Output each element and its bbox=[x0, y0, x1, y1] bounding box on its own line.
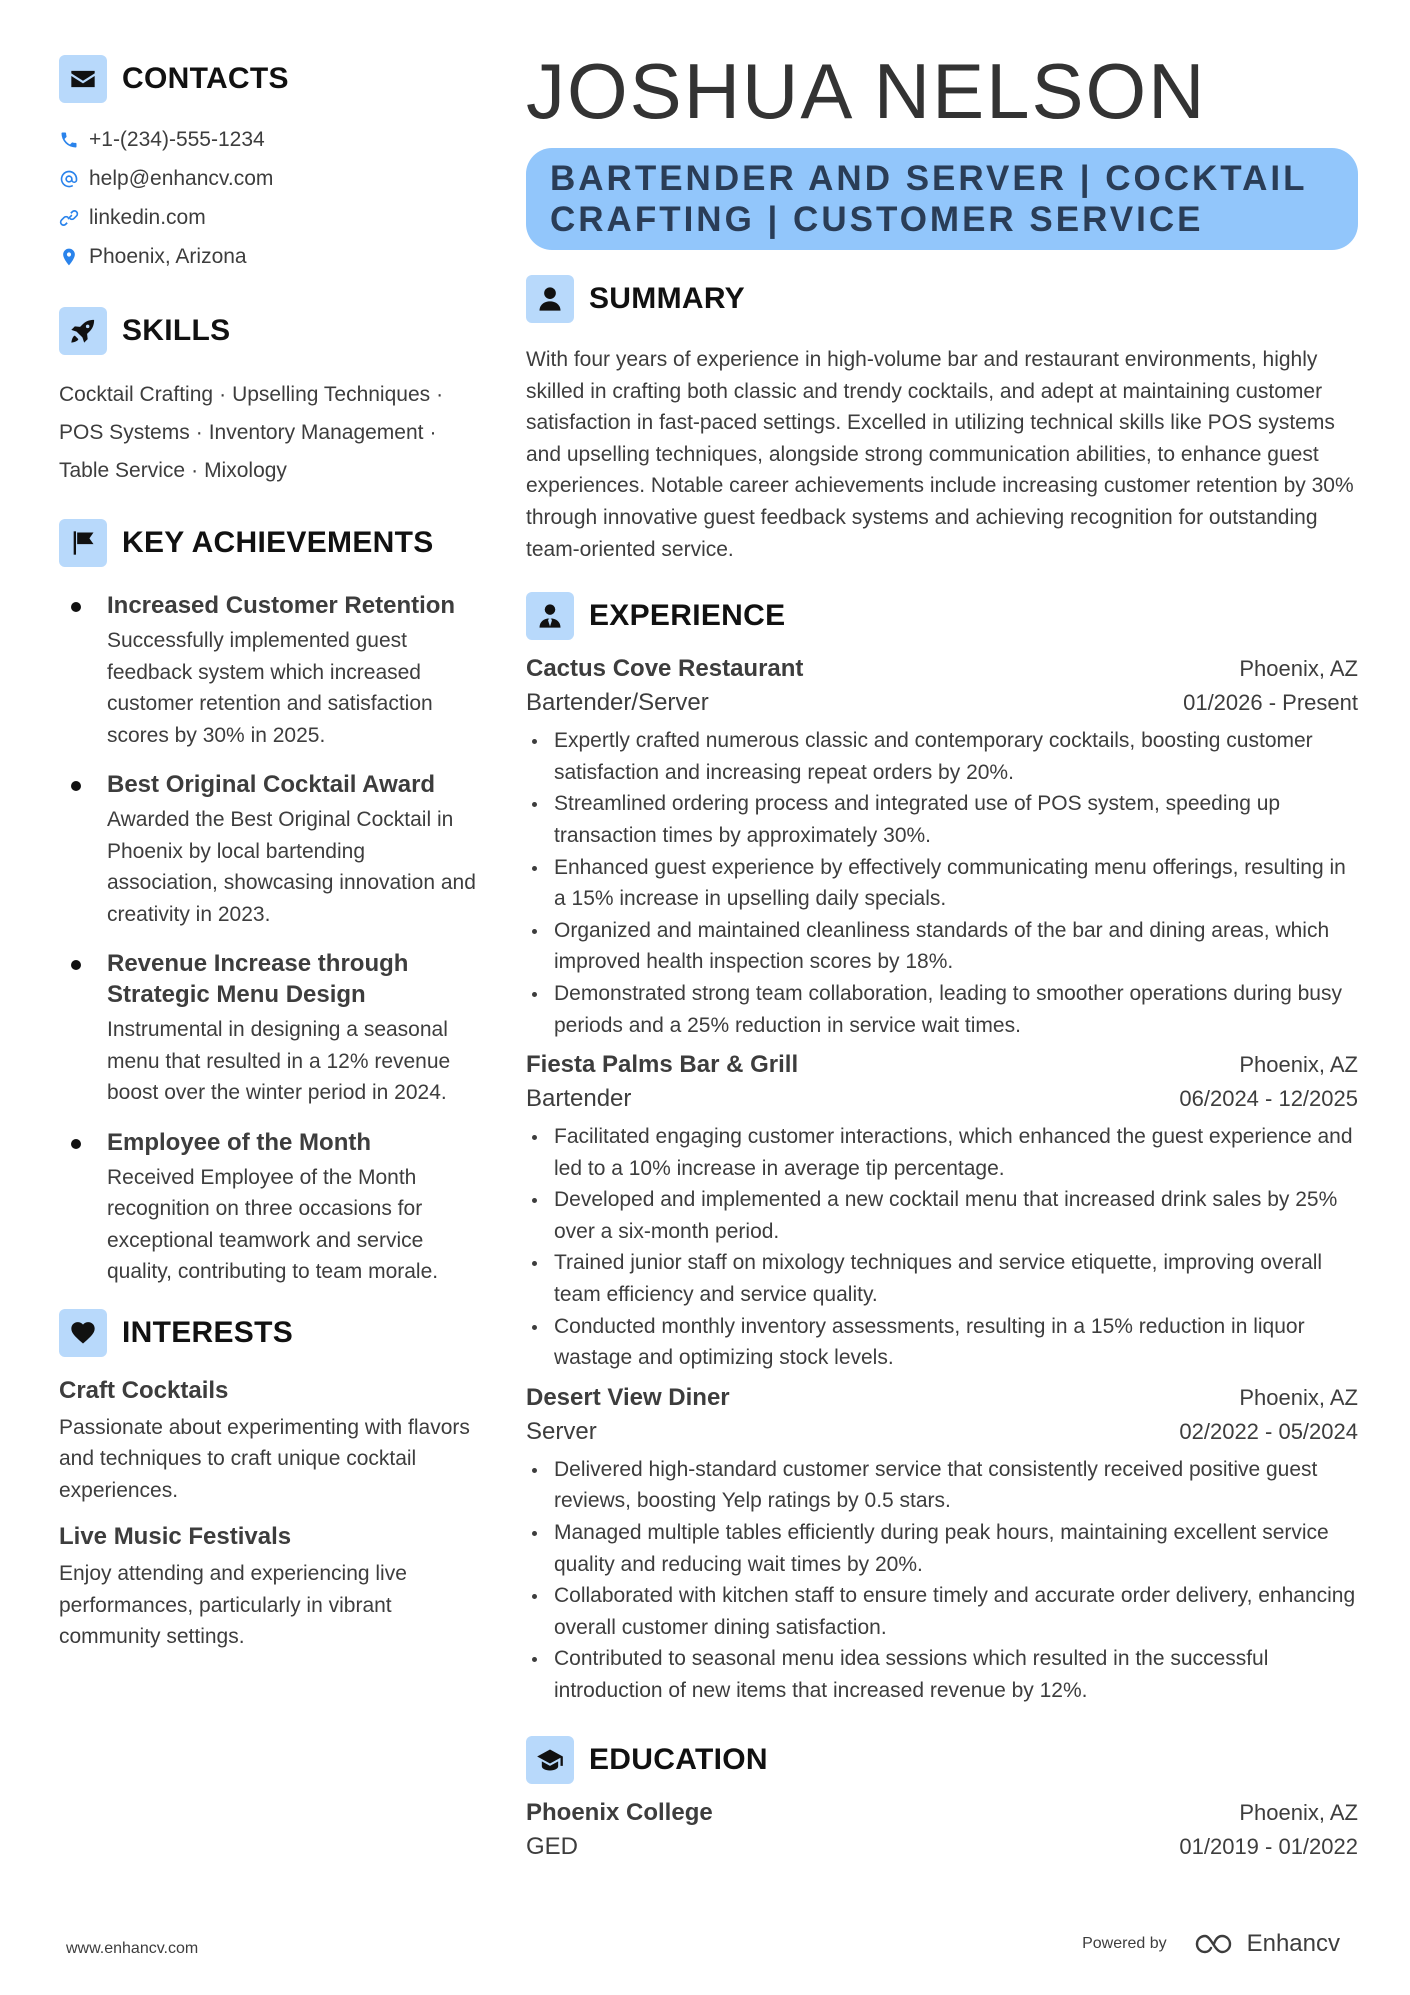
achievement-title: Revenue Increase through Strategic Menu Design bbox=[107, 950, 409, 1008]
interests-list bbox=[59, 1374, 479, 1653]
footer-branding bbox=[1082, 1930, 1340, 1958]
heart-icon bbox=[59, 1309, 107, 1357]
company-name: Desert View Diner bbox=[526, 1383, 730, 1411]
linkedin-text: linkedin.com bbox=[89, 205, 206, 229]
skill-item: Cocktail Crafting bbox=[59, 383, 214, 406]
skill-item: Upselling Techniques bbox=[232, 383, 431, 406]
achievement-desc: Received Employee of the Month recognition on three occasions for exceptional teamwork and service quality, contributing to team morale. bbox=[107, 1165, 439, 1283]
job-entry bbox=[526, 1051, 1358, 1374]
enhancv-logo-icon bbox=[1193, 1931, 1239, 1957]
achievements-list bbox=[59, 590, 479, 1288]
bullet-item: Trained junior staff on mixology techniques and service etiquette, improving overall team efficiency and service quality. bbox=[554, 1247, 1358, 1310]
bullet-item: Conducted monthly inventory assessments, resulting in a 15% reduction in liquor wastage and optimizing stock levels. bbox=[554, 1311, 1358, 1374]
map-pin-icon bbox=[59, 247, 89, 267]
interest-title: Live Music Festivals bbox=[59, 1523, 292, 1550]
right-column bbox=[526, 46, 1358, 1869]
job-role: Bartender/Server bbox=[526, 689, 709, 717]
degree: GED bbox=[526, 1832, 579, 1860]
summary-title: SUMMARY bbox=[589, 282, 745, 315]
job-location: Phoenix, AZ bbox=[1239, 656, 1358, 682]
powered-by-text: Powered by bbox=[1082, 1935, 1167, 1952]
location-text: Phoenix, Arizona bbox=[89, 244, 247, 268]
bullet-dot bbox=[71, 781, 81, 791]
education-dates: 01/2019 - 01/2022 bbox=[1179, 1833, 1358, 1859]
job-location: Phoenix, AZ bbox=[1239, 1384, 1358, 1410]
bullet-dot bbox=[71, 960, 81, 970]
bullet-item: Streamlined ordering process and integrated use of POS system, speeding up transaction times by approximately 30%. bbox=[554, 788, 1358, 851]
enhancv-logo[interactable] bbox=[1193, 1930, 1340, 1958]
skill-item: POS Systems bbox=[59, 421, 190, 444]
interests-title: INTERESTS bbox=[122, 1315, 294, 1349]
skills-title: SKILLS bbox=[122, 314, 231, 347]
job-location: Phoenix, AZ bbox=[1239, 1052, 1358, 1078]
job-dates: 02/2022 - 05/2024 bbox=[1179, 1418, 1358, 1444]
bullet-item: Managed multiple tables efficiently during peak hours, maintaining excellent service quality and reducing wait times by 20%. bbox=[554, 1517, 1358, 1580]
achievement-desc: Awarded the Best Original Cocktail in Phoenix by local bartending association, showcasing innovation and creativity in 2023. bbox=[107, 808, 476, 926]
company-name: Fiesta Palms Bar & Grill bbox=[526, 1051, 799, 1079]
graduation-cap-icon bbox=[526, 1736, 574, 1784]
flag-icon bbox=[59, 519, 107, 567]
interests-header bbox=[59, 1308, 479, 1358]
experience-header bbox=[526, 591, 1358, 641]
email-text: help@enhancv.com bbox=[89, 166, 274, 190]
brand-name: Enhancv bbox=[1246, 1930, 1340, 1957]
contact-email[interactable] bbox=[59, 159, 479, 198]
skills-header bbox=[59, 306, 479, 356]
achievement-item bbox=[59, 948, 479, 1109]
bullet-item: Delivered high-standard customer service that consistently received positive guest reviews, boosting Yelp ratings by 0.5 stars. bbox=[554, 1454, 1358, 1517]
bullet-item: Enhanced guest experience by effectively communicating menu offerings, resulting in a 15% increase in upselling daily specials. bbox=[554, 852, 1358, 915]
education-header bbox=[526, 1735, 1358, 1785]
job-entry bbox=[526, 655, 1358, 1041]
school-name: Phoenix College bbox=[526, 1798, 713, 1826]
bullet-item: Contributed to seasonal menu idea sessions which resulted in the successful introduction of new items that increased revenue by 12%. bbox=[554, 1643, 1358, 1706]
achievement-desc: Successfully implemented guest feedback system which increased customer retention and satisfaction scores by 30% in 2025. bbox=[107, 629, 433, 747]
achievements-header bbox=[59, 518, 479, 568]
envelope-icon bbox=[59, 55, 107, 103]
achievement-item bbox=[59, 590, 479, 751]
bullet-item: Demonstrated strong team collaboration, leading to smoother operations during busy periods and a 25% reduction in service wait times. bbox=[554, 978, 1358, 1041]
job-role: Server bbox=[526, 1417, 597, 1445]
contacts-header bbox=[59, 54, 479, 104]
candidate-name: JOSHUA NELSON bbox=[526, 47, 1207, 135]
achievement-desc: Instrumental in designing a seasonal menu that resulted in a 12% revenue boost over the winter period in 2024. bbox=[107, 1018, 451, 1104]
skill-item: Table Service bbox=[59, 459, 186, 482]
summary-text: With four years of experience in high-volume bar and restaurant environments, highly skilled in crafting both classic and trendy cocktails, and adept at maintaining customer satisfaction in fast-paced settings. Excelled in utilizing technical skills like POS systems and upselling techniques, alongside strong communication abilities, to enhance guest experiences. Notable career achievements include increasing customer retention by 30% through innovative guest feedback systems and achieving recognition for outstanding team-oriented service. bbox=[526, 348, 1354, 561]
bullet-item: Facilitated engaging customer interactions, which enhanced the guest experience and led to a 10% increase in average tip percentage. bbox=[554, 1121, 1358, 1184]
bullet-item: Organized and maintained cleanliness standards of the bar and dining areas, which improved health inspection scores by 18%. bbox=[554, 915, 1358, 978]
achievement-item bbox=[59, 769, 479, 930]
interest-item bbox=[59, 1374, 479, 1507]
bullet-item: Collaborated with kitchen staff to ensure timely and accurate order delivery, enhancing overall customer dining satisfaction. bbox=[554, 1580, 1358, 1643]
job-role: Bartender bbox=[526, 1085, 632, 1113]
bullet-item: Expertly crafted numerous classic and contemporary cocktails, boosting customer satisfaction and increasing repeat orders by 20%. bbox=[554, 725, 1358, 788]
contact-linkedin[interactable] bbox=[59, 198, 479, 237]
user-icon bbox=[526, 275, 574, 323]
company-name: Cactus Cove Restaurant bbox=[526, 655, 804, 683]
contacts-title: CONTACTS bbox=[122, 62, 289, 95]
footer-website[interactable]: www.enhancv.com bbox=[66, 1940, 199, 1957]
achievement-title: Employee of the Month bbox=[107, 1128, 371, 1156]
job-dates: 01/2026 - Present bbox=[1183, 690, 1358, 716]
contact-location bbox=[59, 237, 479, 276]
experience-title: EXPERIENCE bbox=[589, 599, 786, 633]
interest-desc: Passionate about experimenting with flavors and techniques to craft unique cocktail experiences. bbox=[59, 1415, 470, 1502]
school-location: Phoenix, AZ bbox=[1239, 1799, 1358, 1825]
contact-list bbox=[59, 120, 479, 276]
achievement-item bbox=[59, 1127, 479, 1288]
summary-header bbox=[526, 274, 1358, 324]
phone-icon bbox=[59, 130, 89, 150]
job-bullets bbox=[526, 1454, 1358, 1707]
achievement-title: Increased Customer Retention bbox=[107, 592, 456, 619]
headline-banner: BARTENDER AND SERVER | COCKTAIL CRAFTING | CUSTOMER SERVICE bbox=[526, 148, 1358, 250]
skills-list: Cocktail Crafting · Upselling Techniques · POS Systems · Inventory Management · Table Service · Mixology bbox=[59, 383, 444, 482]
bullet-dot bbox=[71, 602, 81, 612]
interest-desc: Enjoy attending and experiencing live performances, particularly in vibrant community settings. bbox=[59, 1562, 407, 1648]
education-entry bbox=[526, 1799, 1358, 1869]
left-column bbox=[59, 54, 479, 1667]
businessman-icon bbox=[526, 592, 574, 640]
interest-item bbox=[59, 1520, 479, 1653]
skill-item: Inventory Management bbox=[208, 421, 424, 444]
interest-title: Craft Cocktails bbox=[59, 1376, 229, 1404]
job-bullets bbox=[526, 1121, 1358, 1374]
link-icon bbox=[59, 208, 89, 228]
skill-item: Mixology bbox=[204, 459, 287, 482]
rocket-icon bbox=[59, 307, 107, 355]
education-title: EDUCATION bbox=[589, 1742, 768, 1776]
phone-text: +1-(234)-555-1234 bbox=[89, 127, 265, 151]
contact-phone[interactable] bbox=[59, 120, 479, 159]
job-entry bbox=[526, 1384, 1358, 1707]
bullet-dot bbox=[71, 1139, 81, 1149]
achievements-title: KEY ACHIEVEMENTS bbox=[122, 526, 434, 559]
achievement-title: Best Original Cocktail Award bbox=[107, 771, 436, 798]
at-icon bbox=[59, 169, 89, 189]
bullet-item: Developed and implemented a new cocktail menu that increased drink sales by 25% over a six-month period. bbox=[554, 1184, 1358, 1247]
job-dates: 06/2024 - 12/2025 bbox=[1179, 1086, 1358, 1112]
job-bullets bbox=[526, 725, 1358, 1041]
